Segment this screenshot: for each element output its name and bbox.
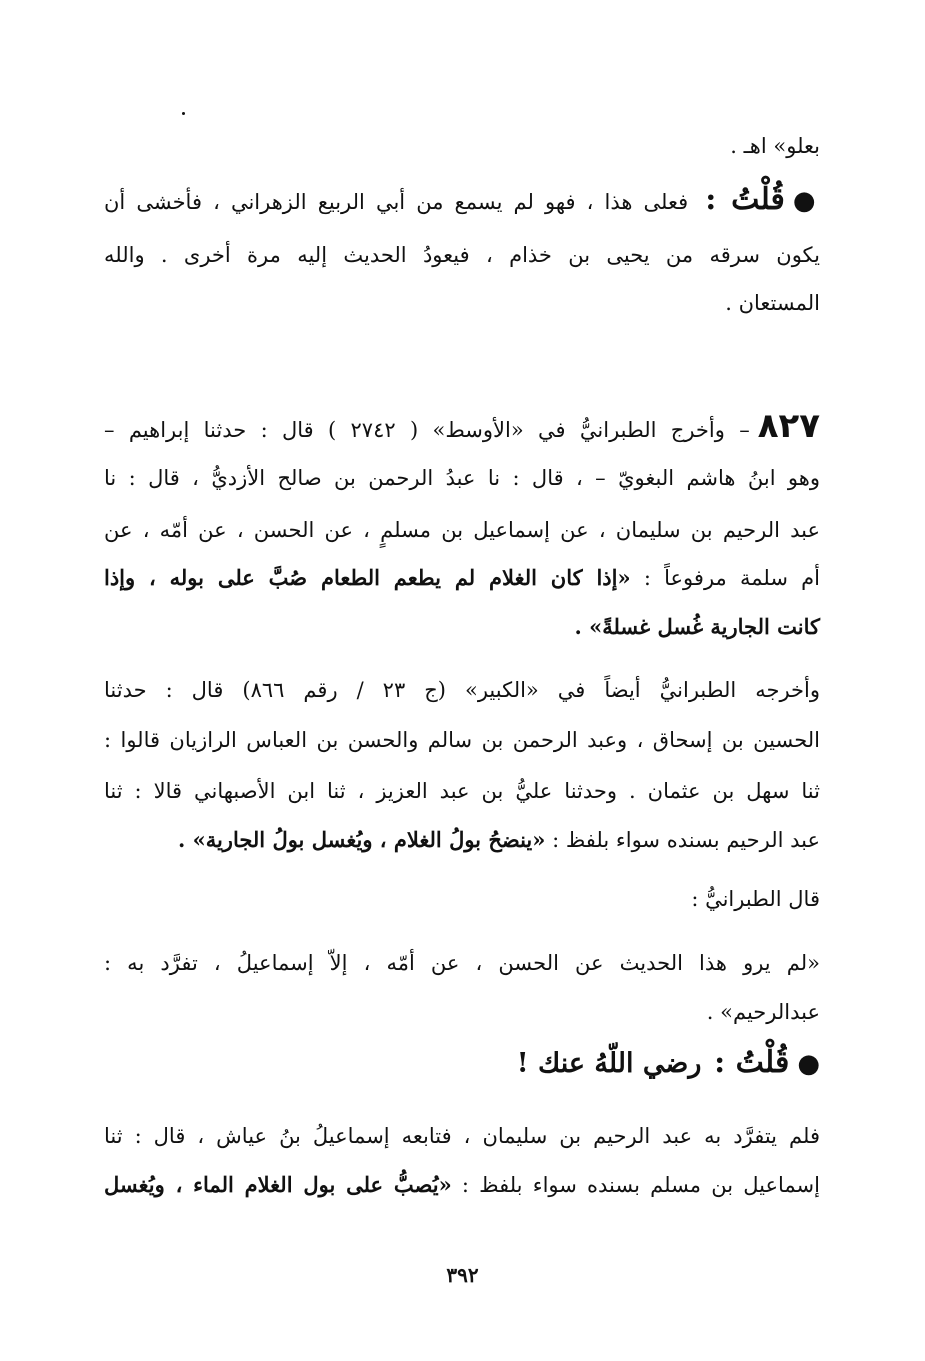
text-line: فلم يتفرَّد به عبد الرحيم بن سليمان ، فتابعه إسماعيلُ بنُ عياش ، قال : ثنا — [104, 1124, 820, 1148]
text-span: – وأخرج الطبرانيُّ في «الأوسط» ( ٢٧٤٢ ) قال : حدثنا إبراهيم – — [104, 418, 750, 442]
text-line — [104, 182, 820, 220]
text-line: عبد الرحيم بن سليمان ، عن إسماعيل بن مسلمٍ ، عن الحسن ، عن أمّه ، عن — [104, 518, 820, 542]
text-line — [104, 1167, 820, 1203]
text-line: وأخرجه الطبرانيُّ أيضاً في «الكبير» (ج ٢٣ / رقم ٨٦٦) قال : حدثنا — [104, 678, 820, 702]
text-line: ثنا سهل بن عثمان . وحدثنا عليُّ بن عبد العزيز ، ثنا ابن الأصبهاني قالا : ثنا — [104, 779, 820, 803]
text-line: بعلو» اهـ . — [730, 134, 820, 158]
qult-heading: قُلْتُ : — [705, 182, 785, 217]
text-line: المستعان . — [725, 291, 820, 315]
hadith-text: «إذا كان الغلام لم يطعم الطعام صُبَّ على بوله ، وإذا — [104, 565, 631, 590]
text-line: «لم يرو هذا الحديث عن الحسن ، عن أمّه ، إلاّ إسماعيلُ ، تفرَّد به : — [104, 951, 820, 975]
text-span: رضي اللّهُ عنك ! — [516, 1048, 702, 1079]
qult-heading: قُلْتُ : — [714, 1045, 790, 1080]
text-span: إسماعيل بن مسلم بسنده سواء بلفظ : — [461, 1173, 820, 1197]
text-line — [104, 1045, 820, 1083]
hadith-number: ٨٢٧ — [757, 406, 820, 446]
text-line — [104, 408, 820, 448]
text-span: عبد الرحيم بسنده سواء بلفظ : — [552, 828, 820, 852]
text-line: عبدالرحيم» . — [706, 1000, 820, 1024]
hadith-text: «يُصبُّ على بول الغلام الماء ، ويُغسل — [104, 1172, 452, 1197]
hadith-text: «ينضحُ بولُ الغلام ، ويُغسل بولُ الجارية» . — [177, 827, 546, 852]
page-number: ٣٩٢ — [446, 1263, 479, 1287]
text-line: وهو ابنُ هاشم البغويّ – ، قال : نا عبدُ الرحمن بن صالح الأزديُّ ، قال : نا — [104, 466, 820, 490]
text-line — [104, 560, 820, 596]
bullet-icon: ● — [797, 1049, 820, 1079]
ink-dot — [182, 112, 185, 115]
hadith-text: كانت الجارية غُسل غسلةً» . — [574, 614, 820, 639]
bullet-icon: ● — [792, 186, 821, 216]
text-span: فعلى هذا ، فهو لم يسمع من أبي الربيع الزهراني ، فأخشى أن — [104, 190, 689, 214]
text-line: الحسين بن إسحاق ، وعبد الرحمن بن سالم والحسن بن العباس الرازيان قالوا : — [104, 728, 820, 752]
text-line: يكون سرقه من يحيى بن خذام ، فيعودُ الحديث إليه مرة أخرى . والله — [104, 243, 820, 267]
text-line — [104, 822, 820, 858]
text-span: أم سلمة مرفوعاً : — [643, 566, 820, 590]
text-line: قال الطبرانيُّ : — [691, 887, 820, 911]
